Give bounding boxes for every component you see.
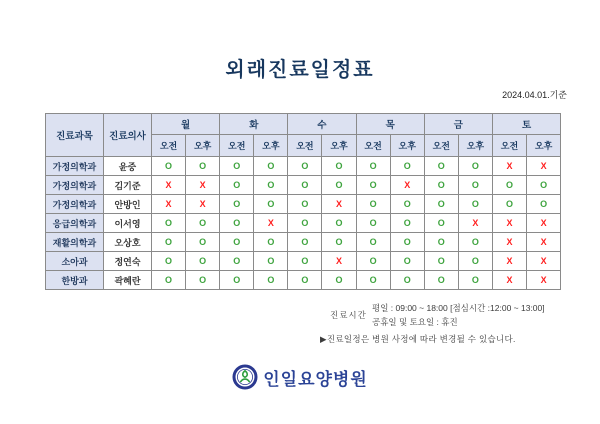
doctor-cell: 정연숙: [104, 252, 152, 271]
pm-header: 오후: [527, 135, 561, 157]
available-mark: O: [220, 195, 254, 214]
available-mark: O: [322, 271, 356, 290]
available-mark: O: [288, 252, 322, 271]
available-mark: O: [492, 176, 526, 195]
weekday-hours: 평일 : 09:00 ~ 18:00 [점심시간 :12:00 ~ 13:00]: [372, 303, 545, 313]
day-header-6: 토: [492, 114, 560, 135]
pm-header: 오후: [458, 135, 492, 157]
day-header-2: 화: [220, 114, 288, 135]
unavailable-mark: X: [322, 195, 356, 214]
treatment-hours: [330, 301, 562, 329]
unavailable-mark: X: [390, 176, 424, 195]
hospital-emblem-icon: [232, 364, 258, 390]
available-mark: O: [390, 271, 424, 290]
available-mark: O: [424, 214, 458, 233]
available-mark: O: [254, 271, 288, 290]
available-mark: O: [492, 195, 526, 214]
available-mark: O: [356, 176, 390, 195]
available-mark: O: [458, 157, 492, 176]
available-mark: O: [220, 233, 254, 252]
doctor-cell: 오상호: [104, 233, 152, 252]
pm-header: 오후: [186, 135, 220, 157]
available-mark: O: [527, 176, 561, 195]
dept-cell: 응급의학과: [46, 214, 104, 233]
unavailable-mark: X: [492, 214, 526, 233]
page-title: 외래진료일정표: [225, 59, 375, 81]
dept-cell: 소아과: [46, 252, 104, 271]
doctor-cell: 안방인: [104, 195, 152, 214]
available-mark: O: [288, 271, 322, 290]
am-header: 오전: [288, 135, 322, 157]
doctor-cell: 곽혜란: [104, 271, 152, 290]
unavailable-mark: X: [527, 157, 561, 176]
table-row: [46, 214, 561, 233]
available-mark: O: [220, 252, 254, 271]
available-mark: O: [390, 252, 424, 271]
available-mark: O: [186, 271, 220, 290]
dept-cell: 한방과: [46, 271, 104, 290]
available-mark: O: [254, 195, 288, 214]
unavailable-mark: X: [152, 176, 186, 195]
am-header: 오전: [492, 135, 526, 157]
available-mark: O: [152, 271, 186, 290]
available-mark: O: [254, 176, 288, 195]
unavailable-mark: X: [527, 252, 561, 271]
unavailable-mark: X: [186, 195, 220, 214]
available-mark: O: [424, 176, 458, 195]
available-mark: O: [458, 195, 492, 214]
available-mark: O: [322, 176, 356, 195]
available-mark: O: [186, 157, 220, 176]
day-header-1: 월: [152, 114, 220, 135]
available-mark: O: [288, 195, 322, 214]
table-row: [46, 271, 561, 290]
available-mark: O: [152, 214, 186, 233]
available-mark: O: [458, 176, 492, 195]
unavailable-mark: X: [527, 233, 561, 252]
table-row: [46, 157, 561, 176]
pm-header: 오후: [254, 135, 288, 157]
available-mark: O: [186, 252, 220, 271]
unavailable-mark: X: [186, 176, 220, 195]
schedule-change-notice: ▶진료일정은 병원 사정에 따라 변경될 수 있습니다.: [320, 334, 516, 344]
available-mark: O: [527, 195, 561, 214]
available-mark: O: [288, 176, 322, 195]
available-mark: O: [322, 233, 356, 252]
available-mark: O: [186, 233, 220, 252]
available-mark: O: [356, 233, 390, 252]
unavailable-mark: X: [492, 271, 526, 290]
unavailable-mark: X: [458, 214, 492, 233]
unavailable-mark: X: [254, 214, 288, 233]
dept-cell: 재활의학과: [46, 233, 104, 252]
reference-date: 2024.04.01.기준: [502, 90, 567, 100]
unavailable-mark: X: [492, 233, 526, 252]
available-mark: O: [186, 214, 220, 233]
available-mark: O: [390, 157, 424, 176]
available-mark: O: [220, 176, 254, 195]
table-row: [46, 252, 561, 271]
header-row-days: [46, 114, 561, 135]
available-mark: O: [254, 157, 288, 176]
available-mark: O: [220, 157, 254, 176]
available-mark: O: [458, 271, 492, 290]
doctor-cell: 김기준: [104, 176, 152, 195]
available-mark: O: [322, 214, 356, 233]
day-header-5: 금: [424, 114, 492, 135]
dept-cell: 가정의학과: [46, 157, 104, 176]
available-mark: O: [254, 233, 288, 252]
available-mark: O: [220, 214, 254, 233]
available-mark: O: [424, 195, 458, 214]
available-mark: O: [254, 252, 288, 271]
unavailable-mark: X: [527, 271, 561, 290]
day-header-4: 목: [356, 114, 424, 135]
available-mark: O: [322, 157, 356, 176]
available-mark: O: [424, 271, 458, 290]
unavailable-mark: X: [152, 195, 186, 214]
available-mark: O: [288, 157, 322, 176]
available-mark: O: [356, 195, 390, 214]
am-header: 오전: [356, 135, 390, 157]
unavailable-mark: X: [492, 157, 526, 176]
available-mark: O: [152, 233, 186, 252]
available-mark: O: [152, 252, 186, 271]
dept-column-header: 진료과목: [46, 114, 104, 157]
table-row: [46, 195, 561, 214]
available-mark: O: [458, 233, 492, 252]
am-header: 오전: [424, 135, 458, 157]
available-mark: O: [424, 233, 458, 252]
pm-header: 오후: [390, 135, 424, 157]
available-mark: O: [356, 214, 390, 233]
available-mark: O: [288, 233, 322, 252]
am-header: 오전: [220, 135, 254, 157]
schedule-body: [46, 157, 561, 290]
available-mark: O: [152, 157, 186, 176]
unavailable-mark: X: [322, 252, 356, 271]
available-mark: O: [458, 252, 492, 271]
available-mark: O: [424, 252, 458, 271]
doctor-cell: 이서영: [104, 214, 152, 233]
unavailable-mark: X: [527, 214, 561, 233]
unavailable-mark: X: [492, 252, 526, 271]
table-row: [46, 176, 561, 195]
hospital-logo: [0, 364, 600, 390]
available-mark: O: [220, 271, 254, 290]
available-mark: O: [356, 157, 390, 176]
doctor-cell: 윤중: [104, 157, 152, 176]
available-mark: O: [390, 195, 424, 214]
am-header: 오전: [152, 135, 186, 157]
table-row: [46, 233, 561, 252]
dept-cell: 가정의학과: [46, 195, 104, 214]
hospital-name: 인일요양병원: [263, 369, 368, 389]
dept-cell: 가정의학과: [46, 176, 104, 195]
available-mark: O: [424, 157, 458, 176]
available-mark: O: [356, 271, 390, 290]
available-mark: O: [356, 252, 390, 271]
outpatient-schedule-table: [45, 113, 561, 290]
day-header-3: 수: [288, 114, 356, 135]
footer-info: [320, 301, 562, 345]
holiday-hours: 공휴일 및 토요일 : 휴진: [372, 317, 458, 327]
hours-label: 진료시간: [330, 310, 367, 320]
pm-header: 오후: [322, 135, 356, 157]
hours-lines: [372, 301, 562, 329]
available-mark: O: [390, 214, 424, 233]
doctor-column-header: 진료의사: [104, 114, 152, 157]
available-mark: O: [390, 233, 424, 252]
available-mark: O: [288, 214, 322, 233]
